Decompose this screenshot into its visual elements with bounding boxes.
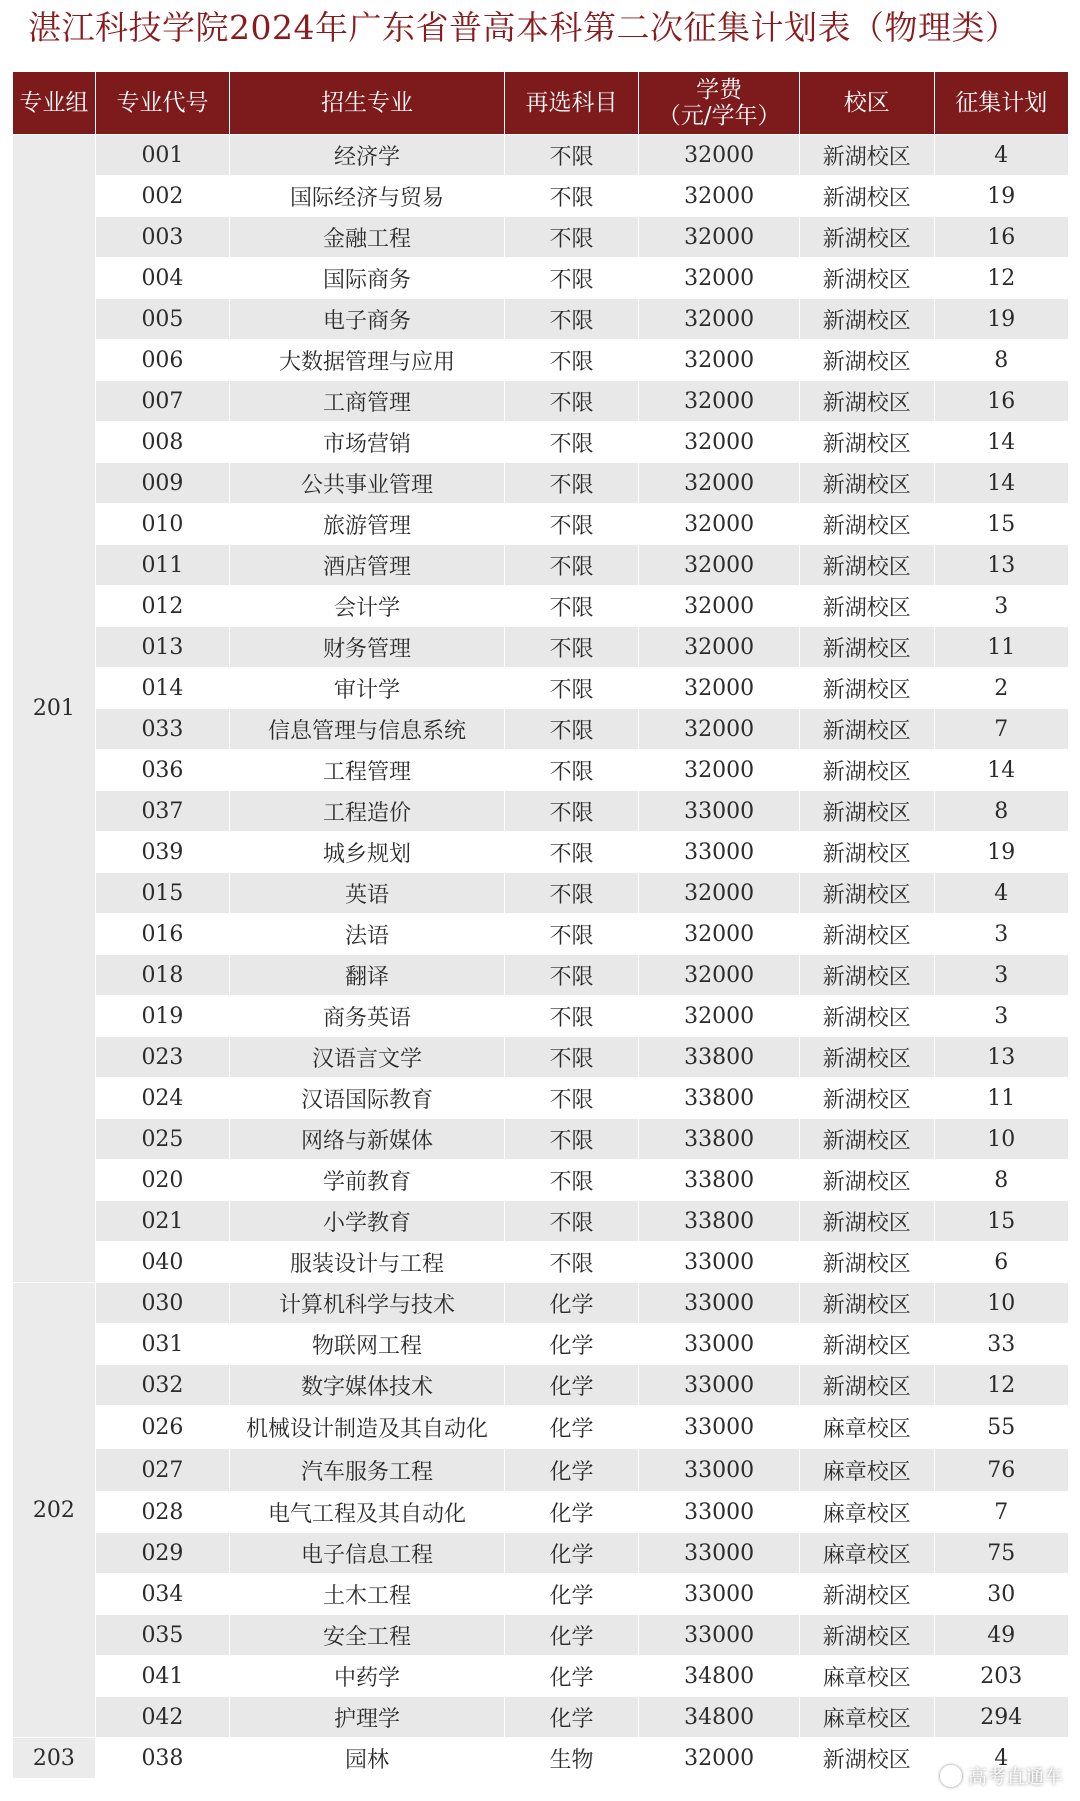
cell-elective-subject: 化学 [504,1365,638,1406]
cell-major-code: 025 [95,1119,229,1160]
cell-plan-count: 6 [934,1242,1068,1283]
table-row [13,1160,1069,1201]
cell-tuition: 33800 [639,1160,800,1201]
cell-campus: 新湖校区 [800,586,934,627]
table-row [13,1119,1069,1160]
cell-tuition: 33800 [639,1078,800,1119]
cell-elective-subject: 不限 [504,1078,638,1119]
cell-major-name: 数字媒体技术 [230,1365,505,1406]
table-row [13,176,1069,217]
cell-elective-subject: 不限 [504,955,638,996]
cell-plan-count: 33 [934,1324,1068,1365]
cell-major-code: 012 [95,586,229,627]
cell-major-name: 英语 [230,873,505,914]
cell-campus: 麻章校区 [800,1449,934,1492]
table-row [13,381,1069,422]
table-row [13,1406,1069,1449]
cell-major-name: 财务管理 [230,627,505,668]
cell-campus: 新湖校区 [800,914,934,955]
cell-campus: 新湖校区 [800,504,934,545]
cell-major-code: 002 [95,176,229,217]
cell-major-code: 034 [95,1574,229,1615]
cell-plan-count: 7 [934,709,1068,750]
cell-major-name: 国际商务 [230,258,505,299]
table-row [13,258,1069,299]
cell-major-name: 翻译 [230,955,505,996]
cell-tuition: 33000 [639,791,800,832]
cell-elective-subject: 化学 [504,1615,638,1656]
cell-tuition: 32000 [639,504,800,545]
cell-major-name: 旅游管理 [230,504,505,545]
cell-campus: 新湖校区 [800,1242,934,1283]
table-row [13,1492,1069,1533]
cell-plan-count: 7 [934,1492,1068,1533]
cell-major-name: 金融工程 [230,217,505,258]
header-tuition-unit: （元/学年） [657,103,781,129]
cell-plan-count: 203 [934,1656,1068,1697]
cell-plan-count: 19 [934,176,1068,217]
header-group: 专业组 [13,72,96,135]
cell-campus: 新湖校区 [800,381,934,422]
cell-plan-count: 10 [934,1283,1068,1324]
cell-group: 203 [13,1738,96,1779]
cell-tuition: 33000 [639,1449,800,1492]
cell-major-name: 大数据管理与应用 [230,340,505,381]
watermark-text: 高考直通车 [968,1766,1064,1788]
table-row [13,1324,1069,1365]
cell-major-code: 006 [95,340,229,381]
cell-major-code: 018 [95,955,229,996]
cell-plan-count: 11 [934,1078,1068,1119]
header-plan-count: 征集计划 [934,72,1068,135]
table-row [13,463,1069,504]
cell-campus: 新湖校区 [800,873,934,914]
cell-tuition: 33000 [639,1492,800,1533]
cell-tuition: 32000 [639,873,800,914]
cell-major-code: 024 [95,1078,229,1119]
cell-tuition: 33000 [639,1283,800,1324]
table-row [13,1615,1069,1656]
cell-elective-subject: 化学 [504,1449,638,1492]
cell-major-name: 中药学 [230,1656,505,1697]
table-row [13,627,1069,668]
cell-elective-subject: 不限 [504,791,638,832]
page-title: 湛江科技学院2024年广东省普高本科第二次征集计划表（物理类） [28,8,1019,47]
cell-elective-subject: 不限 [504,135,638,176]
table-row [13,914,1069,955]
cell-tuition: 32000 [639,1738,800,1779]
table-row [13,504,1069,545]
header-elective-subject: 再选科目 [504,72,638,135]
cell-tuition: 33000 [639,1324,800,1365]
cell-campus: 麻章校区 [800,1492,934,1533]
cell-major-name: 电子商务 [230,299,505,340]
cell-major-name: 学前教育 [230,1160,505,1201]
cell-plan-count: 13 [934,545,1068,586]
table-row [13,1449,1069,1492]
cell-major-code: 001 [95,135,229,176]
cell-major-name: 会计学 [230,586,505,627]
cell-tuition: 33800 [639,1201,800,1242]
cell-major-code: 028 [95,1492,229,1533]
cell-campus: 新湖校区 [800,1119,934,1160]
cell-major-code: 026 [95,1406,229,1449]
table-row [13,1078,1069,1119]
cell-major-name: 电气工程及其自动化 [230,1492,505,1533]
cell-major-code: 015 [95,873,229,914]
cell-campus: 新湖校区 [800,1324,934,1365]
cell-campus: 新湖校区 [800,1738,934,1779]
cell-plan-count: 76 [934,1449,1068,1492]
cell-major-code: 007 [95,381,229,422]
table-row [13,340,1069,381]
cell-campus: 新湖校区 [800,996,934,1037]
table-row [13,217,1069,258]
table-row [13,1201,1069,1242]
cell-plan-count: 11 [934,627,1068,668]
cell-elective-subject: 不限 [504,1201,638,1242]
cell-major-code: 040 [95,1242,229,1283]
table-row [13,1365,1069,1406]
cell-tuition: 34800 [639,1656,800,1697]
cell-elective-subject: 化学 [504,1283,638,1324]
table-row [13,1242,1069,1283]
cell-plan-count: 49 [934,1615,1068,1656]
cell-campus: 新湖校区 [800,176,934,217]
cell-tuition: 33000 [639,1615,800,1656]
cell-major-code: 041 [95,1656,229,1697]
cell-campus: 麻章校区 [800,1533,934,1574]
cell-campus: 新湖校区 [800,791,934,832]
table-row [13,1574,1069,1615]
cell-elective-subject: 不限 [504,668,638,709]
cell-major-code: 003 [95,217,229,258]
cell-major-name: 机械设计制造及其自动化 [230,1406,505,1449]
cell-elective-subject: 不限 [504,299,638,340]
cell-major-code: 038 [95,1738,229,1779]
cell-plan-count: 13 [934,1037,1068,1078]
cell-major-name: 电子信息工程 [230,1533,505,1574]
cell-campus: 麻章校区 [800,1406,934,1449]
table-row [13,996,1069,1037]
table-row [13,1656,1069,1697]
table-header-row [13,72,1069,135]
cell-elective-subject: 不限 [504,873,638,914]
table-row [13,1283,1069,1324]
cell-major-name: 汉语言文学 [230,1037,505,1078]
table-row [13,709,1069,750]
cell-plan-count: 2 [934,668,1068,709]
cell-tuition: 33000 [639,1406,800,1449]
cell-campus: 新湖校区 [800,1615,934,1656]
cell-elective-subject: 不限 [504,176,638,217]
watermark [940,1762,1063,1789]
table-row [13,1037,1069,1078]
cell-plan-count: 12 [934,1365,1068,1406]
cell-major-code: 021 [95,1201,229,1242]
cell-campus: 麻章校区 [800,1656,934,1697]
cell-plan-count: 10 [934,1119,1068,1160]
cell-major-code: 013 [95,627,229,668]
cell-tuition: 33000 [639,832,800,873]
table-row [13,1697,1069,1738]
cell-elective-subject: 不限 [504,545,638,586]
table-row [13,832,1069,873]
cell-tuition: 32000 [639,217,800,258]
cell-major-name: 国际经济与贸易 [230,176,505,217]
cell-plan-count: 19 [934,299,1068,340]
cell-campus: 新湖校区 [800,258,934,299]
cell-elective-subject: 不限 [504,832,638,873]
cell-major-code: 011 [95,545,229,586]
cell-plan-count: 14 [934,750,1068,791]
table-row [13,873,1069,914]
cell-major-name: 计算机科学与技术 [230,1283,505,1324]
cell-campus: 新湖校区 [800,1201,934,1242]
cell-elective-subject: 不限 [504,914,638,955]
table-row [13,1738,1069,1779]
cell-campus: 新湖校区 [800,217,934,258]
cell-campus: 新湖校区 [800,1283,934,1324]
cell-major-name: 工程管理 [230,750,505,791]
cell-major-name: 审计学 [230,668,505,709]
table-row [13,586,1069,627]
cell-tuition: 33000 [639,1533,800,1574]
cell-tuition: 32000 [639,299,800,340]
cell-plan-count: 8 [934,1160,1068,1201]
cell-elective-subject: 不限 [504,381,638,422]
table-row [13,955,1069,996]
cell-plan-count: 3 [934,586,1068,627]
cell-major-code: 016 [95,914,229,955]
cell-campus: 新湖校区 [800,668,934,709]
cell-tuition: 33000 [639,1365,800,1406]
cell-major-name: 城乡规划 [230,832,505,873]
cell-campus: 新湖校区 [800,709,934,750]
cell-campus: 新湖校区 [800,340,934,381]
cell-major-name: 市场营销 [230,422,505,463]
cell-major-code: 014 [95,668,229,709]
cell-campus: 新湖校区 [800,1037,934,1078]
cell-group: 202 [13,1283,96,1738]
cell-elective-subject: 不限 [504,586,638,627]
header-tuition [639,72,800,135]
cell-major-code: 031 [95,1324,229,1365]
cell-elective-subject: 不限 [504,1037,638,1078]
cell-plan-count: 4 [934,873,1068,914]
cell-tuition: 32000 [639,176,800,217]
cell-major-code: 004 [95,258,229,299]
cell-elective-subject: 不限 [504,340,638,381]
cell-campus: 新湖校区 [800,422,934,463]
cell-major-name: 汉语国际教育 [230,1078,505,1119]
cell-plan-count: 8 [934,340,1068,381]
cell-tuition: 33800 [639,1037,800,1078]
cell-plan-count: 4 [934,1738,1068,1779]
cell-major-code: 019 [95,996,229,1037]
cell-major-name: 护理学 [230,1697,505,1738]
cell-major-name: 安全工程 [230,1615,505,1656]
table-row [13,1533,1069,1574]
cell-tuition: 32000 [639,750,800,791]
cell-tuition: 32000 [639,586,800,627]
cell-plan-count: 19 [934,832,1068,873]
cell-major-code: 030 [95,1283,229,1324]
cell-tuition: 32000 [639,381,800,422]
table-row [13,545,1069,586]
cell-elective-subject: 不限 [504,709,638,750]
cell-elective-subject: 不限 [504,258,638,299]
table-row [13,422,1069,463]
cell-campus: 新湖校区 [800,627,934,668]
cell-campus: 新湖校区 [800,135,934,176]
table-body [13,135,1069,1779]
cell-campus: 新湖校区 [800,1160,934,1201]
cell-major-code: 027 [95,1449,229,1492]
header-tuition-label: 学费 [696,77,743,103]
cell-elective-subject: 不限 [504,1160,638,1201]
cell-elective-subject: 化学 [504,1324,638,1365]
cell-plan-count: 15 [934,1201,1068,1242]
cell-major-code: 035 [95,1615,229,1656]
cell-plan-count: 3 [934,955,1068,996]
header-campus: 校区 [800,72,934,135]
table-row [13,299,1069,340]
cell-major-code: 032 [95,1365,229,1406]
cell-elective-subject: 不限 [504,996,638,1037]
cell-plan-count: 55 [934,1406,1068,1449]
table-row [13,791,1069,832]
cell-tuition: 32000 [639,135,800,176]
cell-major-code: 009 [95,463,229,504]
cell-campus: 新湖校区 [800,750,934,791]
cell-group: 201 [13,135,96,1283]
cell-elective-subject: 化学 [504,1697,638,1738]
cell-tuition: 32000 [639,627,800,668]
cell-major-name: 网络与新媒体 [230,1119,505,1160]
cell-tuition: 32000 [639,463,800,504]
cell-elective-subject: 生物 [504,1738,638,1779]
cell-tuition: 32000 [639,258,800,299]
cell-major-name: 商务英语 [230,996,505,1037]
cell-elective-subject: 不限 [504,463,638,504]
cell-major-name: 公共事业管理 [230,463,505,504]
cell-elective-subject: 化学 [504,1492,638,1533]
cell-elective-subject: 不限 [504,1119,638,1160]
cell-tuition: 32000 [639,996,800,1037]
cell-campus: 新湖校区 [800,832,934,873]
cell-campus: 新湖校区 [800,1365,934,1406]
cell-major-name: 法语 [230,914,505,955]
cell-plan-count: 14 [934,422,1068,463]
cell-major-name: 信息管理与信息系统 [230,709,505,750]
cell-campus: 新湖校区 [800,1574,934,1615]
cell-campus: 新湖校区 [800,463,934,504]
cell-elective-subject: 不限 [504,422,638,463]
cell-tuition: 34800 [639,1697,800,1738]
cell-campus: 新湖校区 [800,545,934,586]
cell-plan-count: 8 [934,791,1068,832]
cell-elective-subject: 化学 [504,1574,638,1615]
cell-major-name: 经济学 [230,135,505,176]
cell-major-code: 033 [95,709,229,750]
cell-major-code: 010 [95,504,229,545]
watermark-logo-icon [940,1765,962,1787]
cell-major-name: 工程造价 [230,791,505,832]
cell-elective-subject: 不限 [504,750,638,791]
cell-major-code: 005 [95,299,229,340]
cell-major-name: 土木工程 [230,1574,505,1615]
cell-major-code: 036 [95,750,229,791]
cell-major-code: 039 [95,832,229,873]
cell-tuition: 32000 [639,709,800,750]
table-row [13,135,1069,176]
cell-plan-count: 3 [934,996,1068,1037]
cell-major-name: 园林 [230,1738,505,1779]
cell-major-code: 042 [95,1697,229,1738]
table-row [13,750,1069,791]
cell-plan-count: 12 [934,258,1068,299]
cell-tuition: 33000 [639,1574,800,1615]
cell-plan-count: 75 [934,1533,1068,1574]
cell-major-name: 服装设计与工程 [230,1242,505,1283]
cell-elective-subject: 化学 [504,1533,638,1574]
cell-campus: 新湖校区 [800,955,934,996]
cell-elective-subject: 化学 [504,1656,638,1697]
cell-major-code: 008 [95,422,229,463]
cell-major-name: 酒店管理 [230,545,505,586]
cell-elective-subject: 不限 [504,627,638,668]
cell-tuition: 32000 [639,668,800,709]
cell-tuition: 32000 [639,914,800,955]
cell-campus: 新湖校区 [800,1078,934,1119]
cell-major-name: 工商管理 [230,381,505,422]
table-row [13,668,1069,709]
cell-major-name: 汽车服务工程 [230,1449,505,1492]
cell-tuition: 32000 [639,340,800,381]
cell-elective-subject: 化学 [504,1406,638,1449]
cell-tuition: 33800 [639,1119,800,1160]
cell-tuition: 32000 [639,422,800,463]
cell-campus: 麻章校区 [800,1697,934,1738]
cell-major-code: 029 [95,1533,229,1574]
header-major-code: 专业代号 [95,72,229,135]
cell-elective-subject: 不限 [504,1242,638,1283]
cell-tuition: 32000 [639,545,800,586]
cell-plan-count: 3 [934,914,1068,955]
cell-tuition: 33000 [639,1242,800,1283]
cell-tuition: 32000 [639,955,800,996]
cell-elective-subject: 不限 [504,217,638,258]
enrollment-plan-table [12,72,1069,1779]
cell-plan-count: 4 [934,135,1068,176]
cell-plan-count: 16 [934,217,1068,258]
cell-major-name: 物联网工程 [230,1324,505,1365]
cell-plan-count: 15 [934,504,1068,545]
cell-campus: 新湖校区 [800,299,934,340]
cell-major-code: 023 [95,1037,229,1078]
cell-plan-count: 16 [934,381,1068,422]
cell-plan-count: 294 [934,1697,1068,1738]
header-major-name: 招生专业 [230,72,505,135]
cell-major-name: 小学教育 [230,1201,505,1242]
cell-plan-count: 30 [934,1574,1068,1615]
cell-plan-count: 14 [934,463,1068,504]
cell-major-code: 020 [95,1160,229,1201]
cell-major-code: 037 [95,791,229,832]
cell-elective-subject: 不限 [504,504,638,545]
